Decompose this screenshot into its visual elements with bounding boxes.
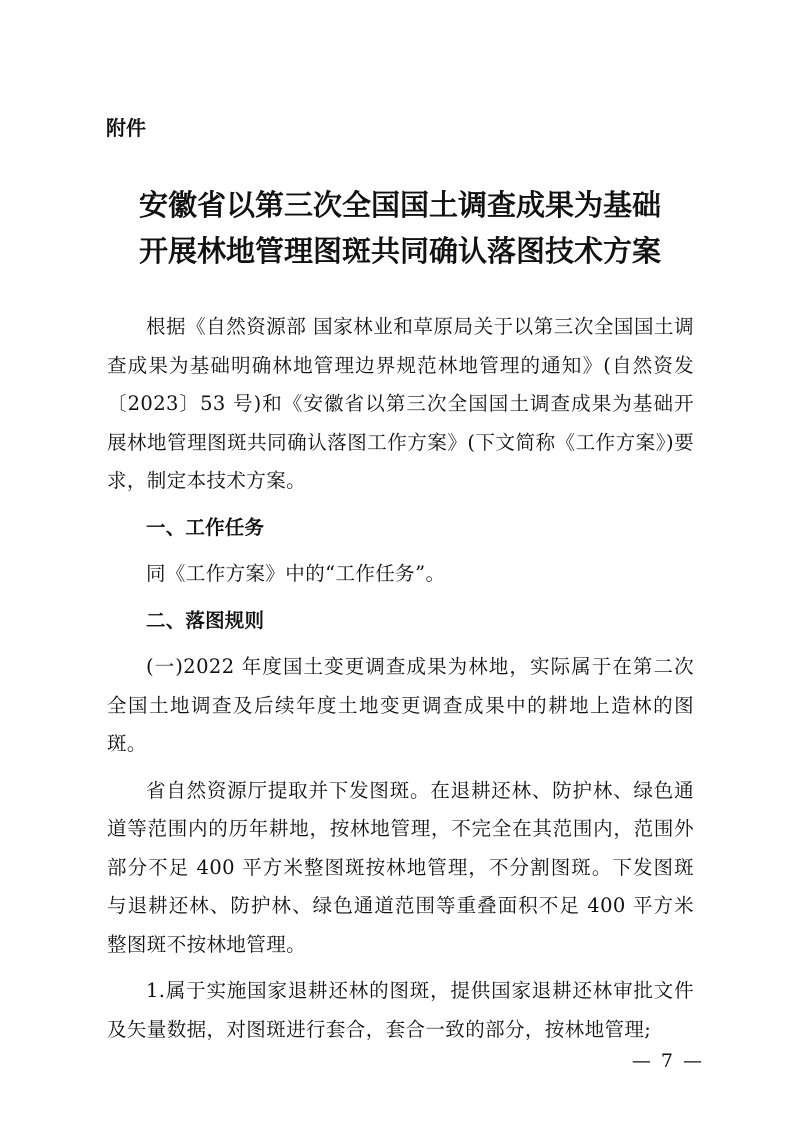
document-title: [100, 182, 700, 274]
title-line-1: 安徽省以第三次全国国土调查成果为基础: [138, 188, 661, 222]
task-paragraph: 同《工作方案》中的“工作任务”。: [146, 562, 446, 585]
title-line-2: 开展林地管理图斑共同确认落图技术方案: [138, 234, 661, 268]
section-heading-work-task: 一、工作任务: [146, 515, 265, 539]
intro-paragraph: 根据《自然资源部 国家林业和草原局关于以第三次全国国土调查成果为基础明确林地管理边界规范林地管理的通知》(自然资发〔2023〕53 号)和《安徽省以第三次全国国土调查成果为基础开展林地管理图斑共同确认落图工作方案》(下文简称《工作方案》)要求，制定本技术方案。: [107, 315, 694, 492]
page-number: — 7 —: [631, 1050, 704, 1072]
document-body: [107, 308, 694, 1049]
rule-1-paragraph: (一)2022 年度国土变更调查成果为林地，实际属于在第二次全国土地调查及后续年度土地变更调查成果中的耕地上造林的图斑。: [107, 655, 694, 755]
item-1-paragraph: 1.属于实施国家退耕还林的图斑，提供国家退耕还林审批文件及矢量数据，对图斑进行套合，套合一致的部分，按林地管理;: [107, 979, 694, 1041]
attachment-label: 附件: [106, 116, 146, 140]
rule-1-detail-paragraph: 省自然资源厅提取并下发图斑。在退耕还林、防护林、绿色通道等范围内的历年耕地，按林地管理，不完全在其范围内，范围外部分不足 400 平方米整图斑按林地管理，不分割图斑。下发图斑与退耕还林、防护林、绿色通道范围等重叠面积不足 400 平方米整图斑不按林地管理。: [107, 778, 694, 956]
section-heading-mapping-rules: 二、落图规则: [146, 608, 265, 632]
